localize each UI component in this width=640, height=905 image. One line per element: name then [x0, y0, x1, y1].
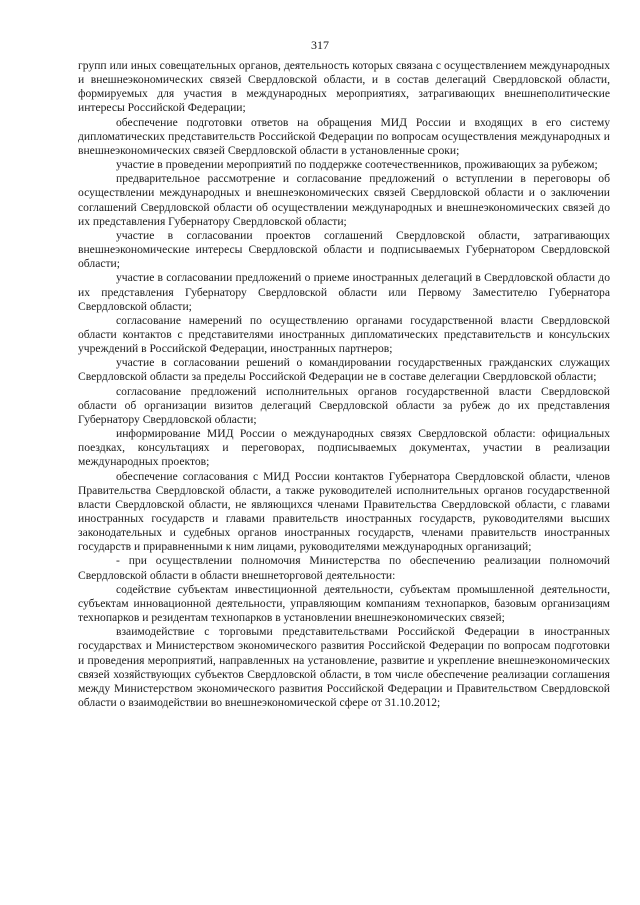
paragraph: информирование МИД России о международных связях Свердловской области: официальных поездках, консультациях и переговорах, подписываемых документах, участии в реализации международных проектов; — [78, 427, 610, 469]
paragraph: содействие субъектам инвестиционной деятельности, субъектам промышленной деятельности, субъектам инновационной деятельности, управляющим компаниям технопарков, базовым организациям технопарков и резидентам технопарков в установлении внешнеэкономических связей; — [78, 582, 610, 625]
paragraph: участие в согласовании решений о командировании государственных гражданских служащих Свердловской области за пределы Российской Федерации не в составе делегации Свердловской области; — [78, 356, 610, 384]
paragraph: обеспечение согласования с МИД России контактов Губернатора Свердловской области, членов Правительства Свердловской области, а также руководителей исполнительных органов государственной власти Свердловской области, не являющихся членами Правительства Свердловской области, с главами иностранных государств и главами правительств иностранных государств, руководителями высших законодательных и судебных органов иностранных государств, членами правительств иностранных государств и приравненными к ним лицами, руководителями международных организаций; — [78, 469, 610, 554]
paragraph: обеспечение подготовки ответов на обращения МИД России и входящих в его систему дипломатических представительств Российской Федерации по вопросам осуществления международных и внешнеэкономических связей Свердловской области в установленные сроки; — [78, 115, 610, 157]
page-number: 317 — [311, 38, 329, 52]
paragraph-continuation: групп или иных совещательных органов, деятельность которых связана с осуществлением международных и внешнеэкономических связей Свердловской области, и в состав делегаций Свердловской области, формируемых для участия в международных мероприятиях, затрагивающих внешнеполитические интересы Российской Федерации; — [78, 59, 610, 115]
paragraph: предварительное рассмотрение и согласование предложений о вступлении в переговоры об осуществлении международных и внешнеэкономических связей Свердловской области и о заключении соглашений Свердловской области об осуществлении международных и внешнеэкономических связей до их представления Губернатору Свердловской области; — [78, 172, 610, 228]
body-text — [78, 59, 610, 710]
paragraph: участие в согласовании проектов соглашений Свердловской области, затрагивающих внешнеэкономические интересы Свердловской области и подписываемых Губернатором Свердловской области; — [78, 228, 610, 271]
paragraph: участие в проведении мероприятий по поддержке соотечественников, проживающих за рубежом; — [116, 158, 598, 172]
paragraph: согласование намерений по осуществлению органами государственной власти Свердловской области контактов с представителями иностранных дипломатических представительств и консульских учреждений в Российской Федерации, иностранных партнеров; — [78, 313, 610, 356]
paragraph: - при осуществлении полномочия Министерства по обеспечению реализации полномочий Свердловской области в области внешнеторговой деятельности: — [78, 554, 610, 582]
paragraph: взаимодействие с торговыми представительствами Российской Федерации в иностранных государствах и Министерством экономического развития Российской Федерации по вопросам подготовки и проведения мероприятий, направленных на установление, развитие и укрепление внешнеэкономических связей хозяйствующих субъектов Свердловской области, в том числе обеспечение реализации соглашения между Министерством экономического развития Российской Федерации и Правительством Свердловской области о взаимодействии во внешнеэкономической сфере от 31.10.2012; — [78, 625, 610, 710]
paragraph: участие в согласовании предложений о приеме иностранных делегаций в Свердловской области до их представления Губернатору Свердловской области или Первому Заместителю Губернатора Свердловской области; — [78, 271, 610, 313]
paragraph: согласование предложений исполнительных органов государственной власти Свердловской области об организации визитов делегаций Свердловской области за рубеж до их представления Губернатору Свердловской области; — [78, 384, 610, 426]
